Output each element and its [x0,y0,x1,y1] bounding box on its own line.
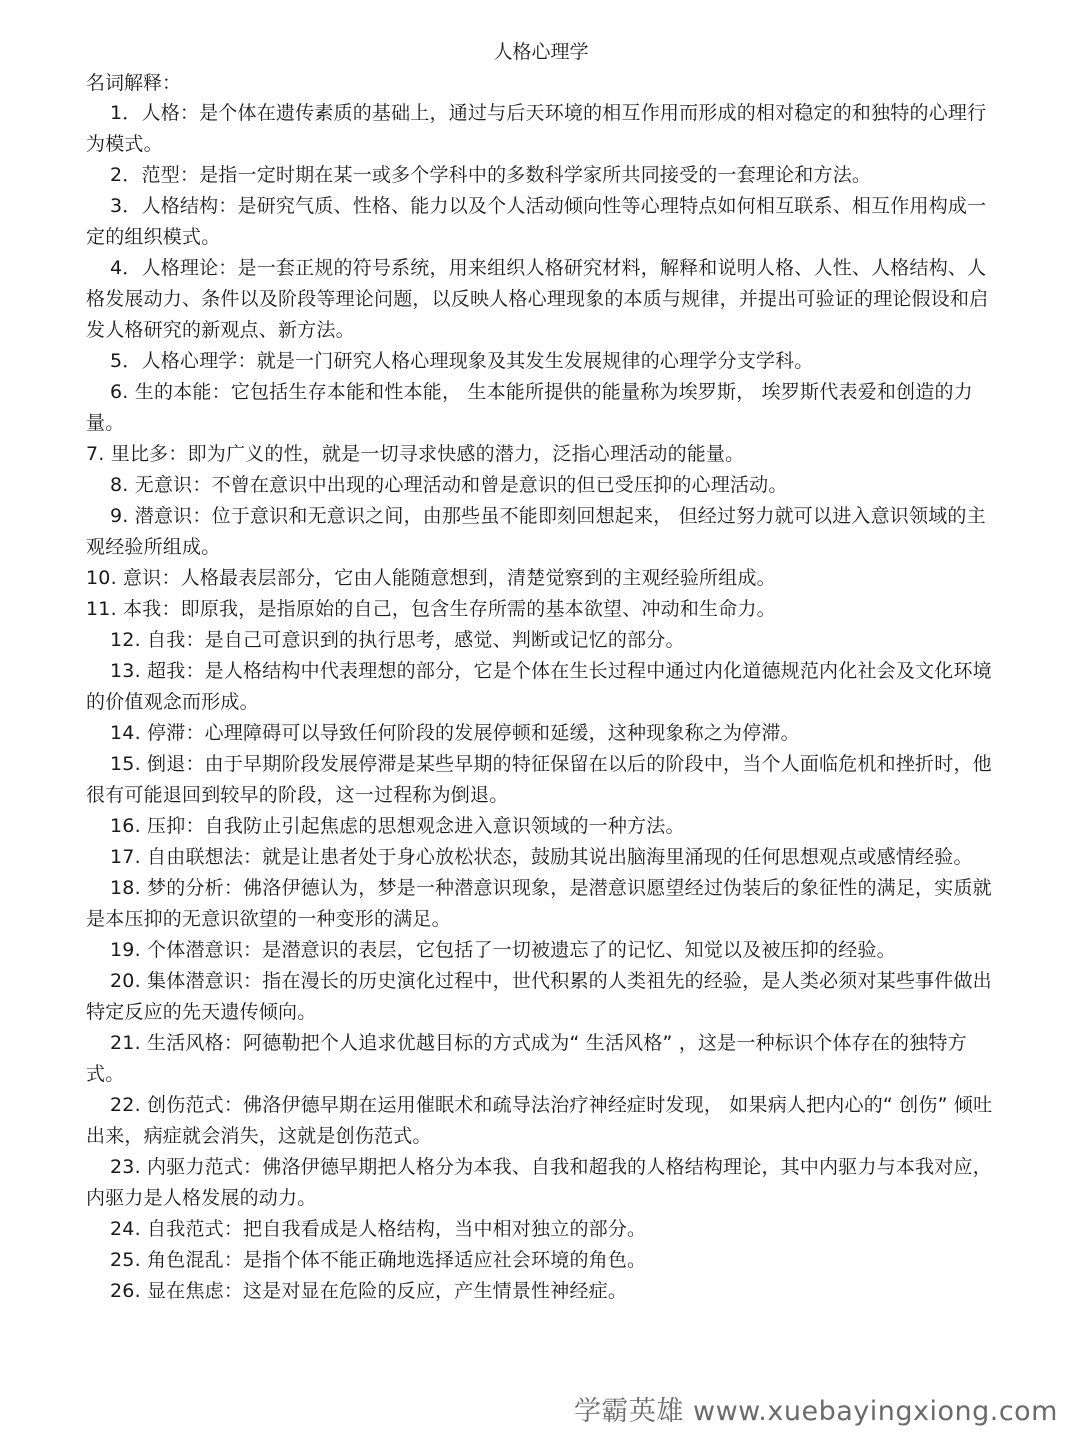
definition-entry: 9. 潜意识：位于意识和无意识之间，由那些虽不能即刻回想起来， 但经过努力就可以进入意识领域的主观经验所组成。 [86,505,986,558]
definition-entry: 6. 生的本能：它包括生存本能和性本能， 生本能所提供的能量称为埃罗斯， 埃罗斯代表爱和创造的力量。 [86,381,973,434]
definition-entry: 1．人格：是个体在遗传素质的基础上，通过与后天环境的相互作用而形成的相对稳定的和独特的心理行为模式。 [86,102,987,155]
definition-entry: 7. 里比多：即为广义的性，就是一切寻求快感的潜力，泛指心理活动的能量。 [86,443,745,465]
definition-entry: 13. 超我：是人格结构中代表理想的部分，它是个体在生长过程中通过内化道德规范内化社会及文化环境的价值观念而形成。 [86,660,992,713]
definition-entry: 24. 自我范式：把自我看成是人格结构，当中相对独立的部分。 [110,1218,647,1240]
definition-list [86,98,996,1307]
definition-entry: 17. 自由联想法：就是让患者处于身心放松状态，鼓励其说出脑海里涌现的任何思想观点或感情经验。 [110,846,973,868]
definition-entry: 12. 自我：是自己可意识到的执行思考，感觉、判断或记忆的部分。 [110,629,685,651]
definition-entry: 14. 停滞：心理障碍可以导致任何阶段的发展停顿和延缓，这种现象称之为停滞。 [110,722,800,744]
definition-entry: 22. 创伤范式：佛洛伊德早期在运用催眠术和疏导法治疗神经症时发现， 如果病人把内心的“ 创伤” 倾吐出来，病症就会消失，这就是创伤范式。 [86,1094,993,1147]
definition-entry: 11. 本我：即原我，是指原始的自己，包含生存所需的基本欲望、冲动和生命力。 [86,598,776,620]
page-title: 人格心理学 [493,41,589,63]
definition-entry: 2．范型：是指一定时期在某一或多个学科中的多数科学家所共同接受的一套理论和方法。 [110,164,872,186]
watermark: 学霸英雄 www.xuebayingxiong.com [573,1396,1058,1427]
document-page [86,38,996,1307]
section-label: 名词解释： [86,72,182,94]
definition-entry: 18. 梦的分析：佛洛伊德认为，梦是一种潜意识现象，是潜意识愿望经过伪装后的象征性的满足，实质就是本压抑的无意识欲望的一种变形的满足。 [86,877,992,930]
definition-entry: 20. 集体潜意识：指在漫长的历史演化过程中，世代积累的人类祖先的经验，是人类必须对某些事件做出特定反应的先天遗传倾向。 [86,970,992,1023]
definition-entry: 15. 倒退：由于早期阶段发展停滞是某些早期的特征保留在以后的阶段中，当个人面临危机和挫折时，他很有可能退回到较早的阶段，这一过程称为倒退。 [86,753,992,806]
definition-entry: 4．人格理论：是一套正规的符号系统，用来组织人格研究材料，解释和说明人格、人性、人格结构、人格发展动力、条件以及阶段等理论问题，以反映人格心理现象的本质与规律，并提出可验证的理论假设和启发人格研究的新观点、新方法。 [86,257,989,341]
definition-entry: 8. 无意识：不曾在意识中出现的心理活动和曾是意识的但已受压抑的心理活动。 [110,474,788,496]
definition-entry: 16. 压抑：自我防止引起焦虑的思想观念进入意识领域的一种方法。 [110,815,685,837]
definition-entry: 23. 内驱力范式：佛洛伊德早期把人格分为本我、自我和超我的人格结构理论，其中内驱力与本我对应，内驱力是人格发展的动力。 [86,1156,992,1209]
definition-entry: 5．人格心理学：就是一门研究人格心理现象及其发生发展规律的心理学分支学科。 [110,350,814,372]
definition-entry: 26. 显在焦虑：这是对显在危险的反应，产生情景性神经症。 [110,1280,628,1302]
definition-entry: 19. 个体潜意识：是潜意识的表层，它包括了一切被遗忘了的记忆、知觉以及被压抑的经验。 [110,939,896,961]
definition-entry: 3．人格结构：是研究气质、性格、能力以及个人活动倾向性等心理特点如何相互联系、相互作用构成一定的组织模式。 [86,195,987,248]
definition-entry: 21. 生活风格：阿德勒把个人追求优越目标的方式成为“ 生活风格” ，这是一种标识个体存在的独特方式。 [86,1032,967,1085]
definition-entry: 25. 角色混乱：是指个体不能正确地选择适应社会环境的角色。 [110,1249,647,1271]
definition-entry: 10. 意识：人格最表层部分，它由人能随意想到，清楚觉察到的主观经验所组成。 [86,567,776,589]
